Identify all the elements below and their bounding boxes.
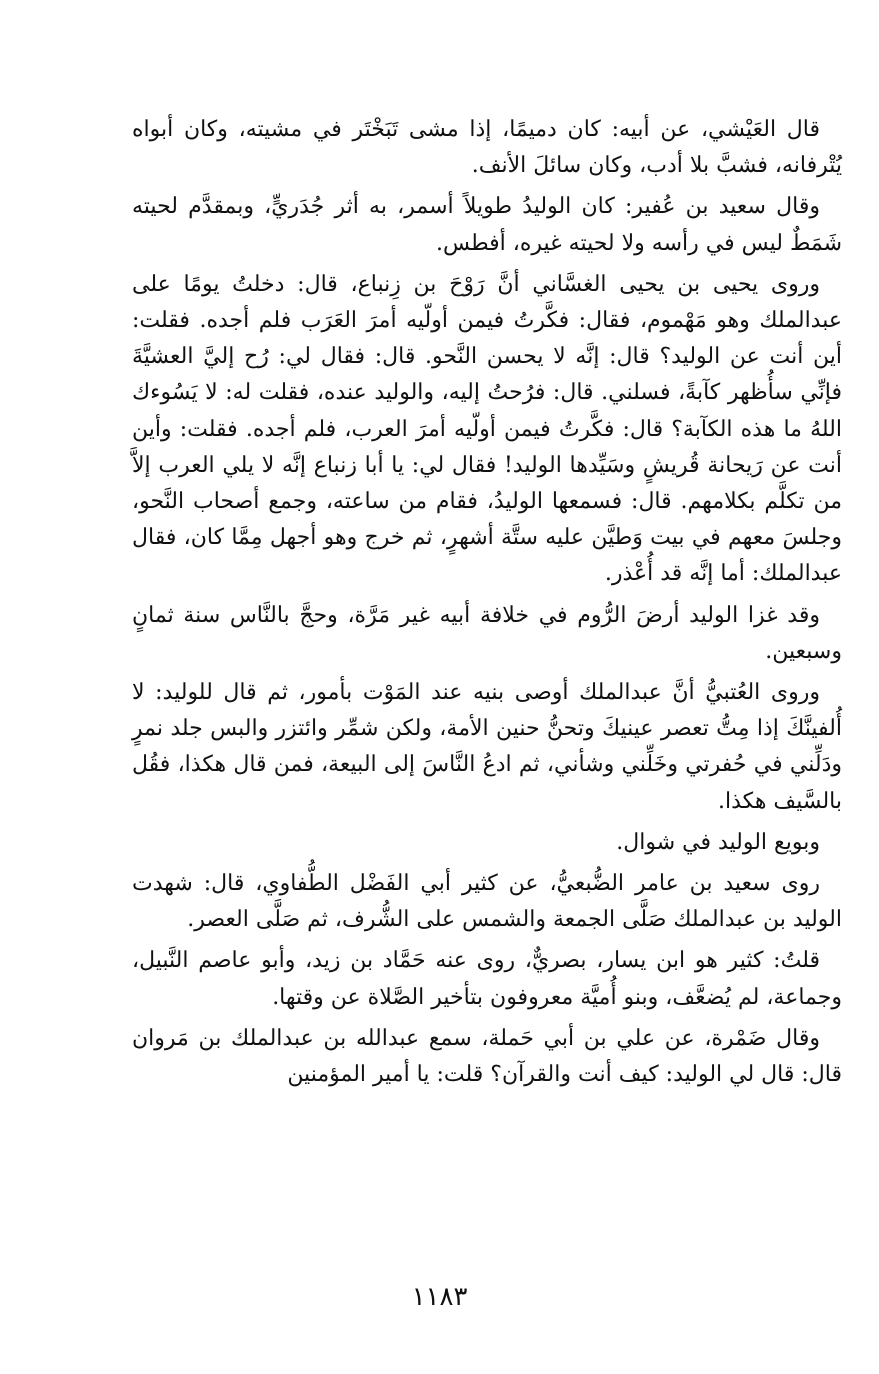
- paragraph-7: روى سعيد بن عامر الضُّبعيُّ، عن كثير أبي الفَضْل الطُّفاوي، قال: شهدت الوليد بن عبدالملك صَلَّى الجمعة والشمس على الشُّرف، ثم صَلَّى العصر.: [132, 871, 842, 933]
- paragraph-6: وبويع الوليد في شوال.: [616, 829, 820, 855]
- paragraph-9: وقال ضَمْرة، عن علي بن أبي حَملة، سمع عبدالله بن عبدالملك بن مَروان قال: قال لي الوليد: كيف أنت والقرآن؟ قلت: يا أمير المؤمنين: [132, 1025, 842, 1088]
- paragraph-4: وقد غزا الوليد أرضَ الرُّوم في خلافة أبيه غير مَرَّة، وحجَّ بالنَّاس سنة ثمانٍ وسبعين.: [132, 602, 842, 664]
- body-text: [132, 112, 842, 1098]
- page-number: ١١٨٣: [411, 1282, 468, 1312]
- paragraph-5: وروى العُتبيُّ أنَّ عبدالملك أوصى بنيه عند المَوْت بأمور، ثم قال للوليد: لا أُلفينَّكَ إذا مِتُّ تعصر عينيكَ وتحنُّ حنين الأمة، ولكن شمِّر وائتزر والبس جلد نمرٍ ودَلِّني في حُفرتي وخَلِّني وشأني، ثم ادعُ النَّاسَ إلى البيعة، فمن قال هكذا، فقُل بالسَّيف هكذا.: [132, 680, 842, 814]
- paragraph-2: وقال سعيد بن عُفير: كان الوليدُ طويلاً أسمر، به أثر جُدَريٍّ، وبمقدَّم لحيته شَمَطٌ ليس في رأسه ولا لحيته غيره، أفطس.: [132, 194, 842, 256]
- paragraph-8: قلتُ: كثير هو ابن يسار، بصريٌّ، روى عنه حَمَّاد بن زيد، وأبو عاصم النَّبيل، وجماعة، لم يُضعَّف، وبنو أُميَّة معروفون بتأخير الصَّلاة عن وقتها.: [132, 948, 842, 1010]
- paragraph-1: قال العَيْشي، عن أبيه: كان دميمًا، إذا مشى تَبَخْتَر في مشيته، وكان أبواه يُتْرفانه، فشبَّ بلا أدب، وكان سائلَ الأنف.: [132, 117, 842, 179]
- paragraph-3: وروى يحيى بن يحيى الغسَّاني أنَّ رَوْحَ بن زِنباع، قال: دخلتُ يومًا على عبدالملك وهو مَهْموم، فقال: فكَّرتُ فيمن أولّيه أمرَ العَرَب فلم أجده. فقلت: أين أنت عن الوليد؟ قال: إنَّه لا يحسن النَّحو. قال: فقال لي: رُح إليَّ العشيَّةَ فإنِّي سأُظهر كآبةً، فسلني. قال: فرُحتُ إليه، والوليد عنده، فقلت له: لا يَسُوءك اللهُ ما هذه الكآبة؟ قال: فكَّرتُ فيمن أولّيه أمرَ العرب، فلم أجده. فقلت: وأين أنت عن رَيحانة قُريشٍ وسَيِّدها الوليد! فقال لي: يا أبا زنباع إنَّه لا يلي العرب إلاَّ من تكلَّم بكلامهم. قال: فسمعها الوليدُ، فقام من ساعته، وجمع أصحاب النَّحو، وجلسَ معهم في بيت وَطيَّن عليه ستَّة أشهرٍ، ثم خرج وهو أجهل مِمَّا كان، فقال عبدالملك: أما إنَّه قد أُعْذر.: [132, 271, 842, 587]
